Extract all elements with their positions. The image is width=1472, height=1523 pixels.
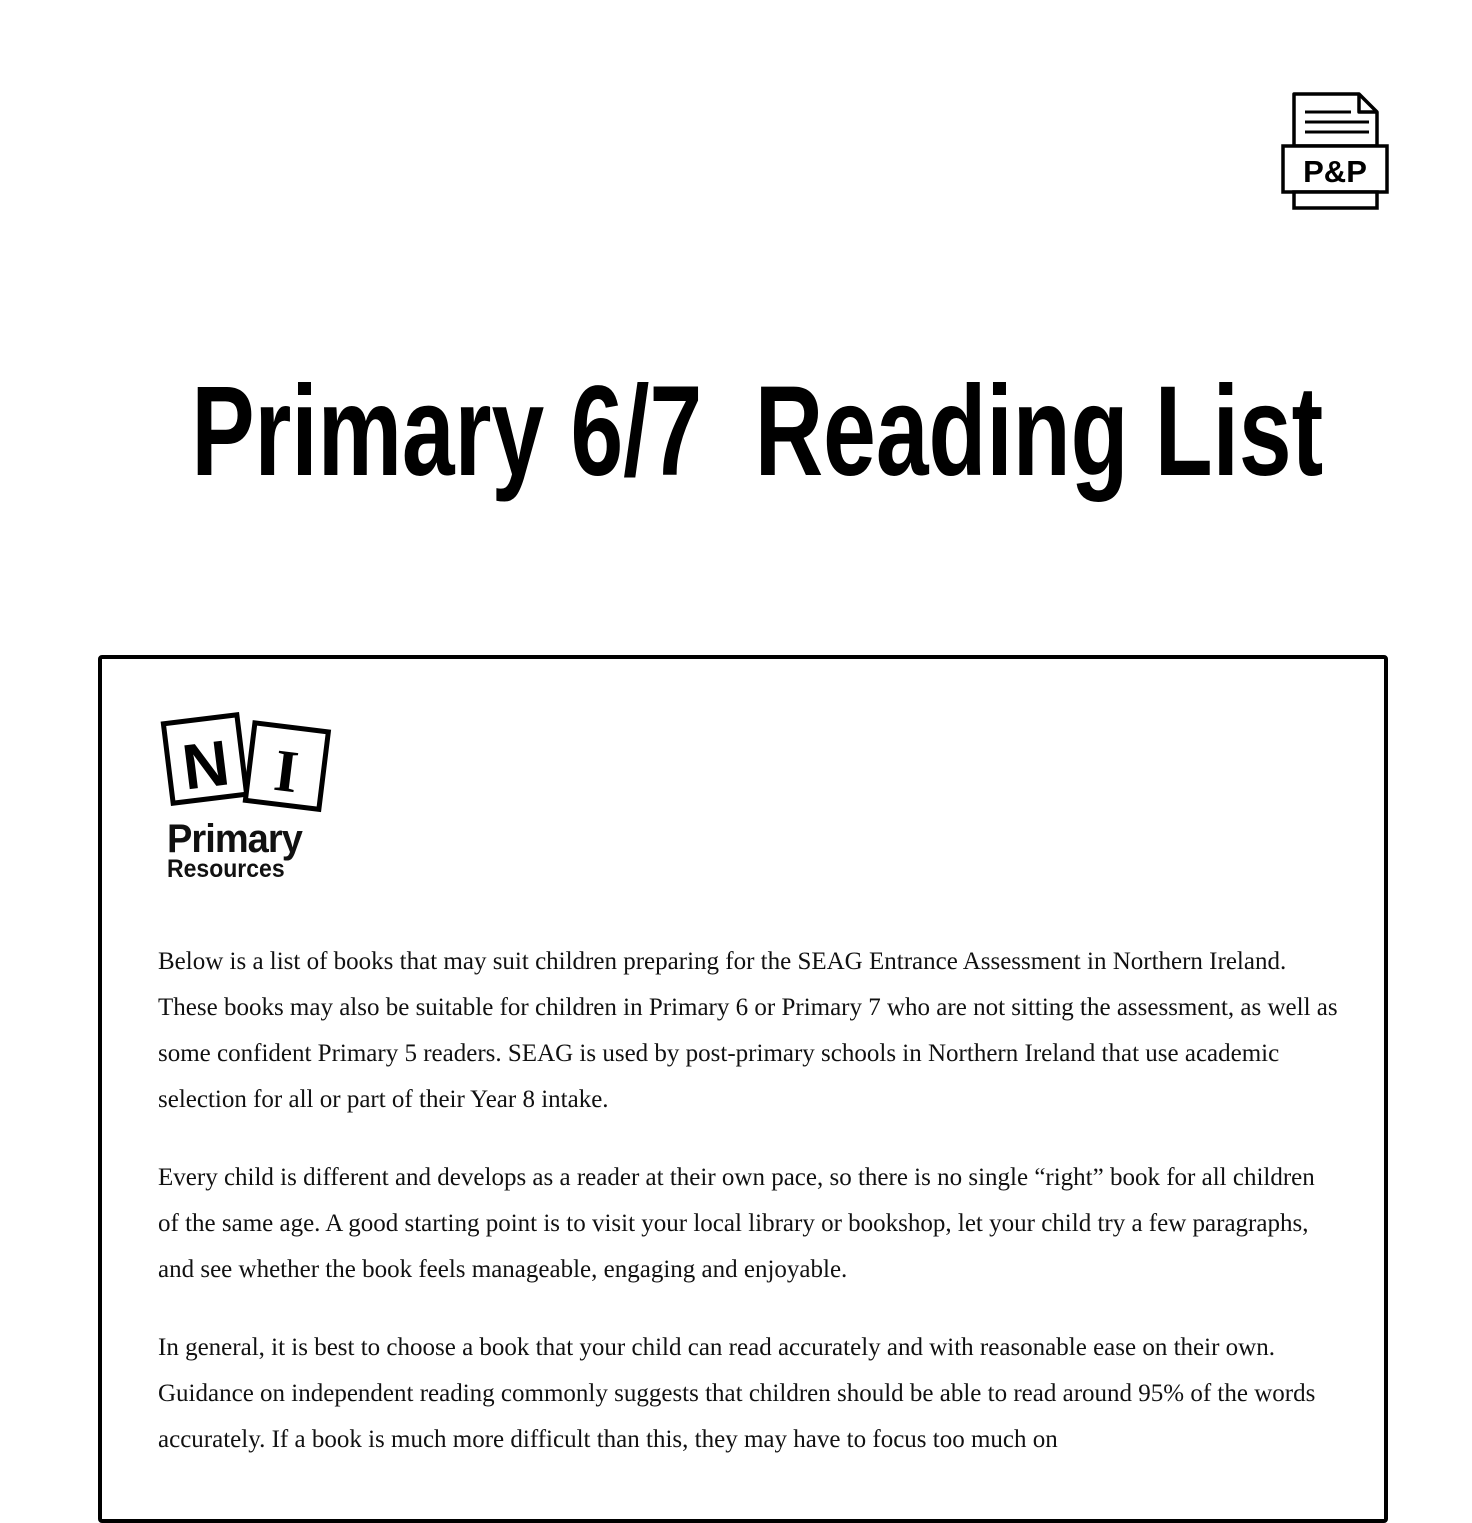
pp-badge: [1281, 92, 1389, 210]
intro-text: [158, 939, 1338, 1495]
paragraph-difficulty: In general, it is best to choose a book that your child can read accurately and with reasonable ease on their own. Guidance on independent reading commonly suggests that children should be able to read around 95% of the words accurately. If a book is much more difficult than this, they may have to focus too much on: [158, 1334, 1316, 1453]
document-print-icon: [1281, 92, 1389, 210]
badge-label: P&P: [1303, 154, 1367, 189]
logo-letter-i: I: [270, 736, 302, 806]
ni-primary-resources-logo: [158, 707, 338, 887]
paragraph-intro: Below is a list of books that may suit children preparing for the SEAG Entrance Assessment in Northern Ireland. These books may also be suitable for children in Primary 6 or Primary 7 who are not sitting the assessment, as well as some confident Primary 5 readers. SEAG is used by post-primary schools in Northern Ireland that use academic selection for all or part of their Year 8 intake.: [158, 948, 1338, 1113]
page-title: Primary 6/7 Reading List: [191, 360, 1324, 503]
logo-word-primary: Primary: [167, 817, 302, 861]
logo-word-resources: Resources: [167, 855, 285, 883]
paragraph-choosing: Every child is different and develops as a reader at their own pace, so there is no single “right” book for all children of the same age. A good starting point is to visit your local library or bookshop, let your child try a few paragraphs, and see whether the book feels manageable, engaging and enjoyable.: [158, 1164, 1315, 1283]
content-box: [98, 655, 1388, 1523]
logo-letter-n: N: [178, 726, 234, 804]
